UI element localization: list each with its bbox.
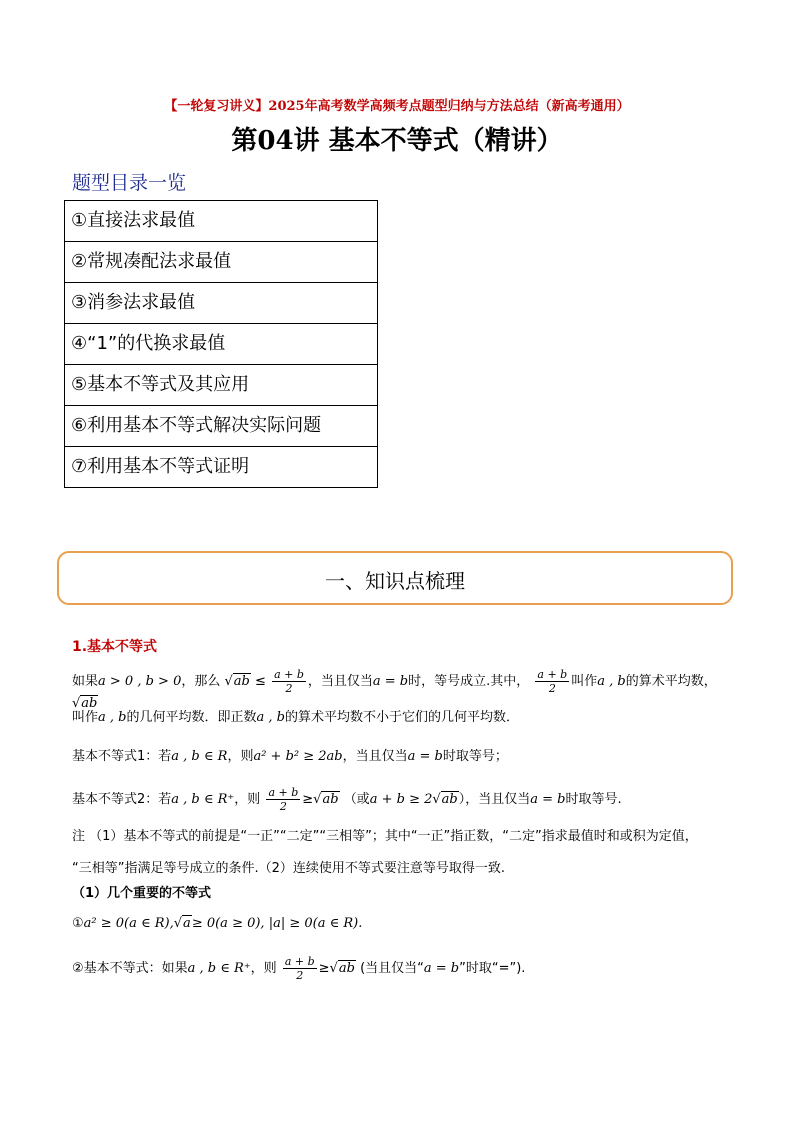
- toc-item[interactable]: ⑥利用基本不等式解决实际问题: [65, 406, 378, 447]
- toc-item[interactable]: ②常规凑配法求最值: [65, 242, 378, 283]
- paragraph-definition-cont: 叫作a , b的几何平均数．即正数a , b的算术平均数不小于它们的几何平均数．: [72, 710, 520, 725]
- note-line-2: “三相等”指满足等号成立的条件.（2）连续使用不等式要注意等号取得一致.: [72, 861, 506, 876]
- toc-item[interactable]: ①直接法求最值: [65, 201, 378, 242]
- toc-item[interactable]: ⑤基本不等式及其应用: [65, 365, 378, 406]
- important-inequality-1: ①a² ≥ 0(a ∈ R),√a≥ 0(a ≥ 0), |a| ≥ 0(a ∈ R).: [72, 916, 363, 931]
- sub-heading-2: （1）几个重要的不等式: [72, 886, 212, 901]
- note-line-1: 注 （1）基本不等式的前提是“一正”“二定”“三相等”；其中“一正”指正数，“二定”指求最值时和或积为定值，: [72, 829, 698, 844]
- sub-heading: 1.基本不等式: [72, 639, 158, 655]
- toc-item[interactable]: ⑦利用基本不等式证明: [65, 447, 378, 488]
- toc-heading: 题型目录一览: [72, 172, 187, 194]
- section-title: 一、知识点梳理: [325, 569, 465, 593]
- inequality-1: 基本不等式1：若a , b ∈ R，则a² + b² ≥ 2ab，当且仅当a = b时取等号；: [72, 749, 508, 764]
- toc-item[interactable]: ④“1”的代换求最值: [65, 324, 378, 365]
- toc-table: [64, 200, 378, 488]
- paragraph-definition: 如果a > 0 , b > 0，那么 √ab ≤ $\frac{a + b}{2}$ ，当且仅当a = b时，等号成立.其中， $\frac{a + b}{2}$ 叫作a , b的算术平均数， √ab: [72, 668, 717, 711]
- page-title: 第04讲 基本不等式（精讲）: [231, 126, 563, 156]
- toc-item[interactable]: ③消参法求最值: [65, 283, 378, 324]
- inequality-2: 基本不等式2：若a , b ∈ R⁺，则 $\frac{a + b}{2}$ ≥√ab （或a + b ≥ 2√ab），当且仅当a = b时取等号.: [72, 786, 622, 813]
- important-inequality-2: ②基本不等式：如果a , b ∈ R⁺，则 $\frac{a + b}{2}$ ≥√ab (当且仅当“a = b”时取“=”).: [72, 955, 526, 982]
- series-header: 【一轮复习讲义】2025年高考数学高频考点题型归纳与方法总结（新高考通用）: [164, 99, 630, 114]
